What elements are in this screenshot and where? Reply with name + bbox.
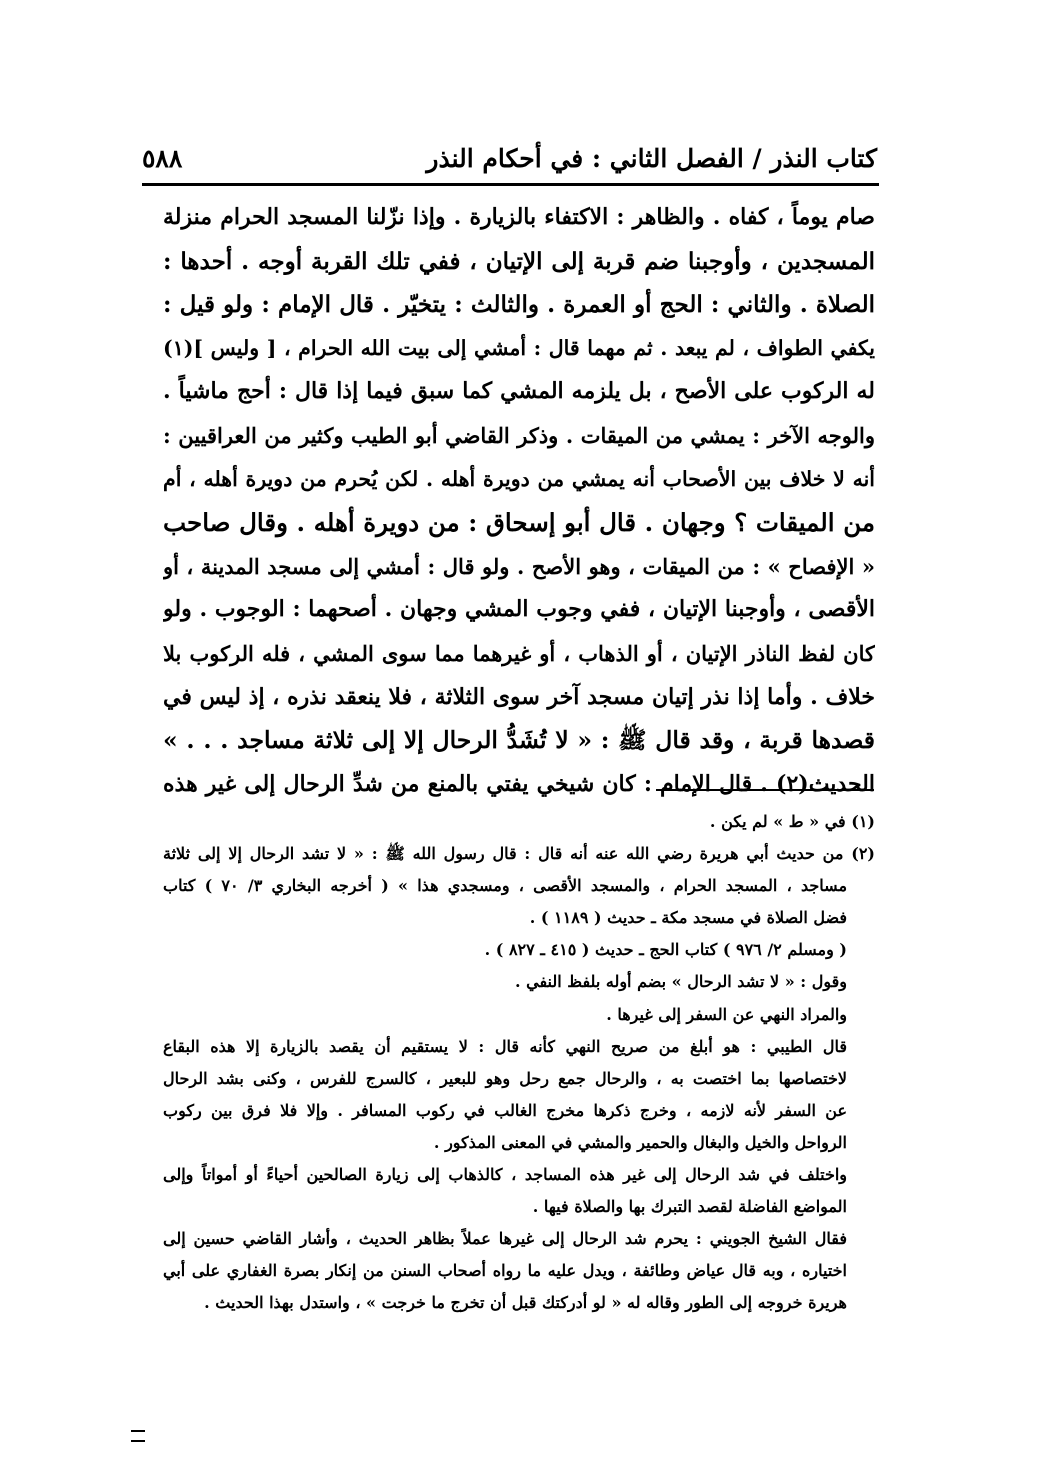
text-line: الصلاة . والثاني : الحج أو العمرة . والثالث : يتخيّر . قال الإمام : ولو قيل : xyxy=(163,291,875,319)
footnote-line: الرواحل والخيل والبغال والحمير والمشي في المعنى المذكور . xyxy=(433,1132,847,1152)
footnote-line: ( ومسلم ٢/ ٩٧٦ ) كتاب الحج ـ حديث ( ٤١٥ ـ ٨٢٧ ) . xyxy=(484,940,847,960)
footnote-line: هريرة خروجه إلى الطور وقاله له « لو أدركتك قبل أن تخرج ما خرجت » ، واستدل بهذا الحديث . xyxy=(204,1293,847,1313)
text-line: من الميقات ؟ وجهان . قال أبو إسحاق : من دويرة أهله . وقال صاحب xyxy=(163,508,875,538)
text-line: خلاف . وأما إذا نذر إتيان مسجد آخر سوى الثلاثة ، فلا ينعقد نذره ، إذ ليس في xyxy=(163,683,875,710)
footnote-line: قال الطيبي : هو أبلغ من صريح النهي كأنه قال : لا يستقيم أن يقصد بالزيارة إلا هذه البقاع xyxy=(163,1036,847,1056)
text-line: أنه لا خلاف بين الأصحاب أنه يمشي من دويرة أهله . لكن يُحرم من دويرة أهله ، أم xyxy=(163,466,875,491)
text-line: الحديث(٢) . قال الإمام : كان شيخي يفتي بالمنع من شدِّ الرحال إلى غير هذه xyxy=(163,770,875,797)
text-line: قصدها قربة ، وقد قال ﷺ : « لا تُشَدُّ الرحال إلا إلى ثلاثة مساجد . . . » xyxy=(163,726,875,755)
footnote-line: (١) في « ط » لم يكن . xyxy=(709,812,875,831)
footnote-line: عن السفر لأنه لازمه ، وخرج ذكرها مخرج الغالب في ركوب المسافر . وإلا فلا فرق بين ركوب xyxy=(163,1100,847,1120)
text-line: صام يوماً ، كفاه . والظاهر : الاكتفاء بالزيارة . وإذا نزّلنا المسجد الحرام منزلة xyxy=(163,204,875,230)
running-header xyxy=(142,138,877,182)
footnote-line: فقال الشيخ الجويني : يحرم شد الرحال إلى غيرها عملاً بظاهر الحديث ، وأشار القاضي حسين إلى xyxy=(163,1229,847,1249)
text-line: كان لفظ الناذر الإتيان ، أو الذهاب ، أو غيرهما مما سوى المشي ، فله الركوب بلا xyxy=(163,640,875,666)
footnotes xyxy=(163,806,875,1320)
footnote-line: مساجد ، المسجد الحرام ، والمسجد الأقصى ، ومسجدي هذا » ( أخرجه البخاري ٣/ ٧٠ ) كتاب xyxy=(163,876,848,896)
text-line: « الإفصاح » : من الميقات ، وهو الأصح . ولو قال : أمشي إلى مسجد المدينة ، أو xyxy=(163,553,875,579)
page-number: ٥٨٨ xyxy=(142,144,183,173)
text-line: يكفي الطواف ، لم يبعد . ثم مهما قال : أمشي إلى بيت الله الحرام ، [ وليس ](١) xyxy=(163,335,875,360)
header-title: كتاب النذر / الفصل الثاني : في أحكام النذر xyxy=(426,144,877,173)
footnote-line: والمراد النهي عن السفر إلى غيرها . xyxy=(606,1004,847,1024)
text-line: والوجه الآخر : يمشي من الميقات . وذكر القاضي أبو الطيب وكثير من العراقيين : xyxy=(163,422,875,448)
footnote-separator xyxy=(656,789,874,791)
text-line: المسجدين ، وأوجبنا ضم قربة إلى الإتيان ، ففي تلك القربة أوجه . أحدها : xyxy=(163,247,875,275)
footnote-line: (٢) من حديث أبي هريرة رضي الله عنه أنه قال : قال رسول الله ﷺ : « لا تشد الرحال إلا إلى ثلاثة xyxy=(163,844,875,864)
continuation-mark xyxy=(131,1430,145,1442)
footnote-line: فضل الصلاة في مسجد مكة ـ حديث ( ١١٨٩ ) . xyxy=(529,908,847,928)
footnote-line: اختياره ، وبه قال عياض وطائفة ، ويدل عليه ما رواه أصحاب السنن من إنكار بصرة الغفاري على أبي xyxy=(163,1261,848,1281)
text-line: له الركوب على الأصح ، بل يلزمه المشي كما سبق فيما إذا قال : أحج ماشياً . xyxy=(163,378,875,405)
footnote-line: المواضع الفاضلة لقصد التبرك بها والصلاة فيها . xyxy=(532,1197,847,1217)
main-text xyxy=(163,196,875,806)
footnote-line: لاختصاصها بما اختصت به ، والرحال جمع رحل وهو للبعير ، كالسرج للفرس ، وكنى بشد الرحال xyxy=(163,1068,847,1088)
text-line: الأقصى ، وأوجبنا الإتيان ، ففي وجوب المشي وجهان . أصحهما : الوجوب . ولو xyxy=(163,596,875,623)
footnote-line: واختلف في شد الرحال إلى غير هذه المساجد ، كالذهاب إلى زيارة الصالحين أحياءً أو أمواتاً وإلى xyxy=(163,1165,847,1185)
footnote-line: وقول : « لا تشد الرحال » بضم أوله بلفظ النفي . xyxy=(514,972,847,992)
header-rule xyxy=(142,183,879,186)
